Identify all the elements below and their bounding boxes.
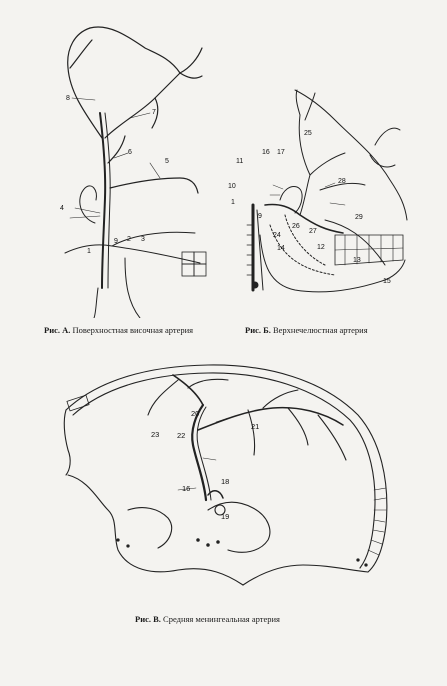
figure-c-caption-prefix: Рис. В. <box>135 614 161 624</box>
label-b-16: 16 <box>262 149 270 156</box>
label-b-29: 29 <box>355 214 363 221</box>
label-b-11: 11 <box>236 158 244 165</box>
figure-c-caption <box>135 614 280 624</box>
label-b-24: 24 <box>273 232 281 239</box>
label-b-28: 28 <box>338 178 346 185</box>
label-b-26: 26 <box>292 223 300 230</box>
label-b-15: 15 <box>383 278 391 285</box>
figure-a-caption-text: Поверхностная височная артерия <box>72 325 194 335</box>
label-b-25: 25 <box>304 130 312 137</box>
figure-b-caption-prefix: Рис. Б. <box>245 325 271 335</box>
label-a-9: 9 <box>114 238 118 245</box>
label-b-17: 17 <box>277 149 285 156</box>
label-b-13: 13 <box>353 257 361 264</box>
label-b-1: 1 <box>231 199 235 206</box>
figure-c-illustration <box>58 360 393 590</box>
label-c-20: 20 <box>191 409 200 418</box>
label-c-19: 19 <box>221 512 230 521</box>
label-c-18: 18 <box>221 477 230 486</box>
label-a-2: 2 <box>127 236 131 243</box>
label-a-4: 4 <box>60 205 64 212</box>
figure-b-illustration <box>225 85 420 305</box>
figure-b-caption-text: Верхнечелюстная артерия <box>272 325 368 335</box>
label-c-21: 21 <box>251 422 260 431</box>
label-b-14: 14 <box>277 245 285 252</box>
label-a-3: 3 <box>141 236 145 243</box>
figure-c-caption-text: Средняя менингеальная артерия <box>163 614 280 624</box>
label-a-5: 5 <box>165 158 169 165</box>
figure-b-maxillary-artery <box>225 85 420 305</box>
label-c-22: 22 <box>177 431 186 440</box>
label-a-8: 8 <box>66 95 70 102</box>
figure-a-caption <box>44 325 193 335</box>
figure-a-illustration <box>30 18 230 318</box>
figure-a-caption-prefix: Рис. А. <box>44 325 71 335</box>
label-b-12: 12 <box>317 244 325 251</box>
label-b-27: 27 <box>309 228 317 235</box>
label-c-23: 23 <box>151 430 160 439</box>
figure-c-middle-meningeal-artery <box>58 360 393 590</box>
label-c-16: 16 <box>182 484 191 493</box>
figure-a-superficial-temporal-artery <box>30 18 230 318</box>
label-a-7: 7 <box>152 109 156 116</box>
label-b-9: 9 <box>258 213 262 220</box>
figure-b-caption <box>245 325 368 335</box>
label-a-1: 1 <box>87 248 91 255</box>
label-b-10: 10 <box>228 183 236 190</box>
label-a-6: 6 <box>128 149 132 156</box>
